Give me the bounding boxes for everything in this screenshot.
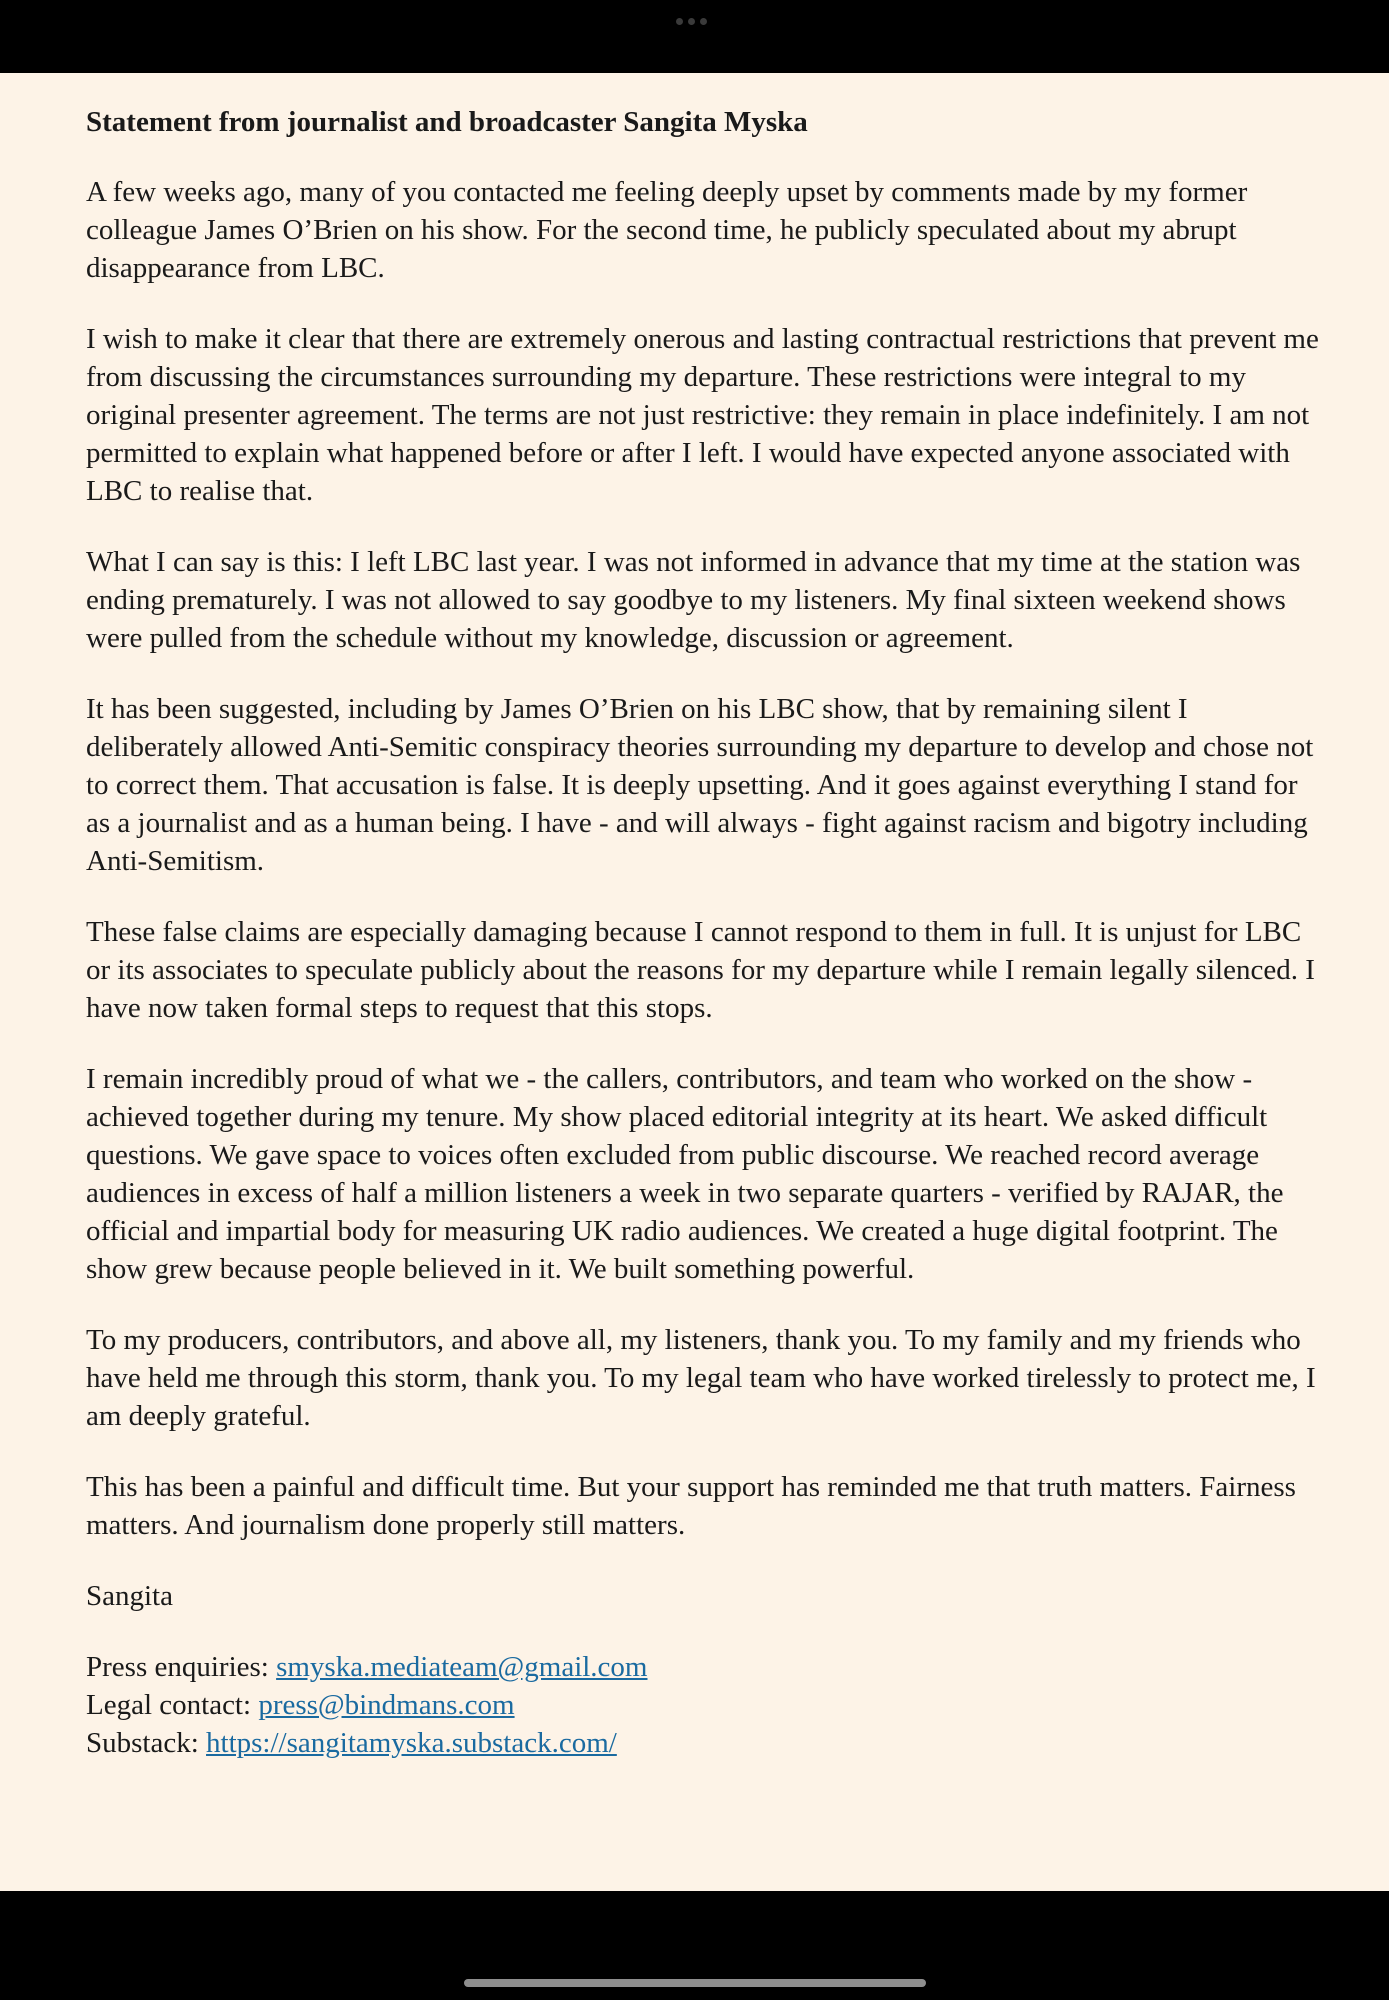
statement-paragraph: It has been suggested, including by James O’Brien on his LBC show, that by remaining silent I deliberately allowed Anti-Semitic conspiracy theories surrounding my departure to develop and chose not to correct them. That accusation is false. It is deeply upsetting. And it goes against everything I stand for as a journalist and as a human being. I have - and will always - fight against racism and bigotry including Anti-Semitism.: [86, 693, 1314, 877]
home-indicator[interactable]: [464, 1979, 926, 1987]
top-bar: [0, 0, 1389, 73]
signoff: Sangita: [86, 1580, 173, 1612]
statement-paragraph: These false claims are especially damaging because I cannot respond to them in full. It is unjust for LBC or its associates to speculate publicly about the reasons for my departure while I remain legally silenced. I have now taken formal steps to request that this stops.: [86, 916, 1315, 1024]
press-email-link[interactable]: smyska.mediateam@gmail.com: [276, 1651, 648, 1683]
grabber-dot: [676, 18, 683, 25]
substack-label: Substack:: [86, 1727, 207, 1759]
bottom-bar: [0, 1891, 1389, 2000]
grabber-dot: [688, 18, 695, 25]
statement-paragraph: I wish to make it clear that there are extremely onerous and lasting contractual restrictions that prevent me from discussing the circumstances surrounding my departure. These restrictions were integral to my original presenter agreement. The terms are not just restrictive: they remain in place indefinitely. I am not permitted to explain what happened before or after I left. I would have expected anyone associated with LBC to realise that.: [86, 323, 1319, 507]
legal-label: Legal contact:: [86, 1689, 259, 1721]
window-grabber[interactable]: [676, 18, 707, 25]
statement-paragraph: This has been a painful and difficult time. But your support has reminded me that truth matters. Fairness matters. And journalism done properly still matters.: [86, 1471, 1296, 1541]
press-label: Press enquiries:: [86, 1651, 277, 1683]
document-page: [0, 73, 1389, 1891]
statement-paragraph: To my producers, contributors, and above all, my listeners, thank you. To my family and my friends who have held me through this storm, thank you. To my legal team who have worked tirelessly to protect me, I am deeply grateful.: [86, 1324, 1316, 1432]
statement-paragraph: What I can say is this: I left LBC last year. I was not informed in advance that my time at the station was ending prematurely. I was not allowed to say goodbye to my listeners. My final sixteen weekend shows were pulled from the schedule without my knowledge, discussion or agreement.: [86, 546, 1301, 654]
statement-paragraph: I remain incredibly proud of what we - the callers, contributors, and team who worked on the show - achieved together during my tenure. My show placed editorial integrity at its heart. We asked difficult questions. We gave space to voices often excluded from public discourse. We reached record average audiences in excess of half a million listeners a week in two separate quarters - verified by RAJAR, the official and impartial body for measuring UK radio audiences. We created a huge digital footprint. The show grew because people believed in it. We built something powerful.: [86, 1063, 1284, 1285]
statement-paragraph: A few weeks ago, many of you contacted me feeling deeply upset by comments made by my former colleague James O’Brien on his show. For the second time, he publicly speculated about my abrupt disappearance from LBC.: [86, 176, 1248, 284]
legal-email-link[interactable]: press@bindmans.com: [258, 1689, 515, 1721]
statement-title: Statement from journalist and broadcaster Sangita Myska: [86, 106, 808, 138]
legal-contact: [86, 1686, 1326, 1724]
substack-link[interactable]: https://sangitamyska.substack.com/: [206, 1727, 617, 1759]
substack-contact: [86, 1724, 1326, 1762]
press-contact: [86, 1648, 1326, 1686]
grabber-dot: [700, 18, 707, 25]
statement-body: [86, 103, 1326, 1762]
